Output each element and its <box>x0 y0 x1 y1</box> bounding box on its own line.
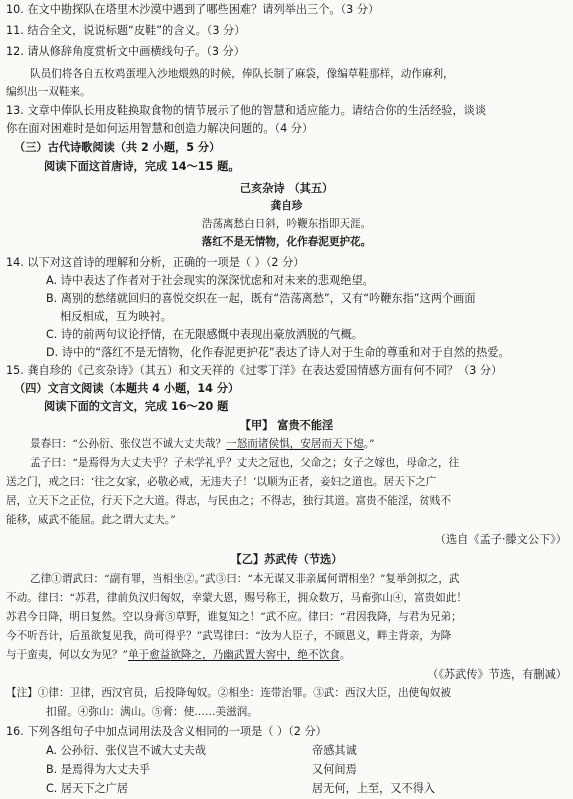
jia-line-1-end: 。” <box>363 438 375 450</box>
question-16: 16. 下列各组句子中加点词用法及含义相同的一项是（ ）（2 分） <box>6 725 327 738</box>
question-11: 11. 结合全文，说说标题“皮鞋”的含义。（3 分） <box>6 24 246 37</box>
yi-line-1: 乙律①谓武曰：“副有罪，当相坐②。”武③曰：“本无谋又非亲属何谓相坐？”复举剑拟之，武 <box>30 573 460 585</box>
jia-line-4: 居，立天下之正位，行天下之大道。得志，与民由之；不得志，独行其道。富贵不能淫，贫贱不 <box>6 495 451 507</box>
yi-line-4: 今不听吾计，后虽欲复见我，尚可得乎？”武骂律曰：“汝为人臣子，不顾恩义，畔主背亲，为降 <box>6 630 452 642</box>
poem-line-1: 浩荡离愁白日斜，吟鞭东指即天涯。 <box>201 218 372 230</box>
q16-option-c-right: 居无何，上至，又不得入 <box>312 782 436 795</box>
q16-option-b-left: B. 是焉得为大丈夫乎 <box>46 763 151 776</box>
jia-line-3: 送之门，戒之曰：‘往之女家，必敬必戒，无违夫子！’以顺为正者，妾妇之道也。居天下之广 <box>6 476 437 488</box>
annotation-line-2: 扣留。④弥山：满山。⑤膏：使……美滋润。 <box>46 706 258 718</box>
yi-line-3: 苏君今日降，明日复然。空以身膏⑤草野，谁复知之！”武不应。律曰：“君因我降，与君为兄弟； <box>6 611 462 623</box>
jia-source: （选自《孟子·滕文公下》） <box>434 533 567 546</box>
section-3-heading: （三）古代诗歌阅读（共 2 小题，5 分） <box>14 141 221 154</box>
yi-line-5 <box>6 648 573 663</box>
question-12: 12. 请从修辞角度赏析文中画横线句子。（3 分） <box>6 45 245 58</box>
q14-option-b-line-2: 相反相成，互为映衬。 <box>60 310 172 323</box>
q16-option-a-left: A. 公孙衍、张仪岂不诚大丈夫哉 <box>46 744 207 757</box>
jia-line-2: 孟子曰：“是焉得为大丈夫乎？子未学礼乎？丈夫之冠也，父命之；女子之嫁也，母命之，往 <box>30 457 460 469</box>
q14-option-b-line-1: B. 离别的愁绪就回归的喜悦交织在一起，既有“浩荡离愁”，又有“吟鞭东指”这两个画面 <box>46 292 476 305</box>
q16-option-b-right: 又何间焉 <box>312 763 357 776</box>
jia-line-1 <box>30 437 573 452</box>
q14-option-a: A. 诗中表达了作者对于社会现实的深深忧虑和对未来的悲观绝望。 <box>46 274 374 287</box>
q12-quote-line-1: 队员们将各自五枚鸡蛋埋入沙地煨熟的时候，俸队长制了麻袋，像编草鞋那样，动作麻利， <box>30 68 454 80</box>
question-15: 15. 龚自珍的《己亥杂诗》（其五）和文天祥的《过零丁洋》在表达爱国情感方面有何不同？（3 分） <box>6 364 503 377</box>
poem-title: 己亥杂诗 （其五） <box>239 182 334 195</box>
yi-underlined-sentence: 单于愈益欲降之，乃幽武置大窖中，绝不饮食 <box>127 649 340 661</box>
q12-quote-line-2: 编织出一双鞋来。 <box>6 86 91 98</box>
question-13-line-1: 13. 文章中俸队长用皮鞋换取食物的情节展示了他的智慧和适应能力。请结合你的生活经验，谈谈 <box>6 104 487 117</box>
question-10: 10. 在文中勘探队在塔里木沙漠中遇到了哪些困难？请列举出三个。（3 分） <box>6 3 380 16</box>
question-14: 14. 以下对这首诗的理解和分析，正确的一项是（ ）（2 分） <box>6 256 305 269</box>
yi-line-2: 不动。律曰：“苏君，律前负汉归匈奴，幸蒙大恩，赐号称王，拥众数万，马畜弥山④，富贵如此！ <box>6 592 467 604</box>
question-13-line-2: 你在面对困难时是如何运用智慧和创造力解决问题的。（4 分） <box>6 122 314 135</box>
yi-line-5-end: 。 <box>339 649 351 661</box>
poem-line-2: 落红不是无情物，化作春泥更护花。 <box>201 236 372 248</box>
q16-option-c-left: C. 居天下之广居 <box>46 782 129 795</box>
section-3-instruction: 阅读下面这首唐诗，完成 14～15 题。 <box>44 160 240 173</box>
section-4-heading: （四）文言文阅读（本题共 4 小题，14 分） <box>14 382 240 395</box>
jia-line-1-text: 景春曰：“公孙衍、张仪岂不诚大丈夫哉？ <box>30 438 227 450</box>
poem-author: 龚自珍 <box>270 200 303 212</box>
yi-source: （《苏武传》节选，有删减） <box>427 668 567 681</box>
passage-jia-title: 【甲】 富贵不能淫 <box>239 419 334 432</box>
jia-underlined-sentence: 一怒而诸侯惧，安居而天下熄 <box>226 438 364 450</box>
section-4-instruction: 阅读下面的文言文，完成 16～20 题 <box>44 400 229 413</box>
annotation-line-1: 【注】①律：卫律，西汉官员，后投降匈奴。②相坐：连带治罪。③武：西汉大臣，出使匈奴被 <box>6 687 451 699</box>
passage-yi-title: 【乙】苏武传（节选） <box>230 553 343 566</box>
q16-option-a-right: 帝感其诚 <box>312 744 357 757</box>
q14-option-d: D. 诗中的“落红不是无情物，化作春泥更护花”表达了诗人对于生命的尊重和对于自然的热爱。 <box>46 346 510 359</box>
q14-option-c: C. 诗的前两句议论抒情，在无限感慨中表现出豪放洒脱的气概。 <box>46 328 363 341</box>
jia-line-5: 能移，威武不能屈。此之谓大丈夫。” <box>6 514 176 526</box>
yi-line-5-text: 与于蛮夷，何以女为见？” <box>6 649 128 661</box>
